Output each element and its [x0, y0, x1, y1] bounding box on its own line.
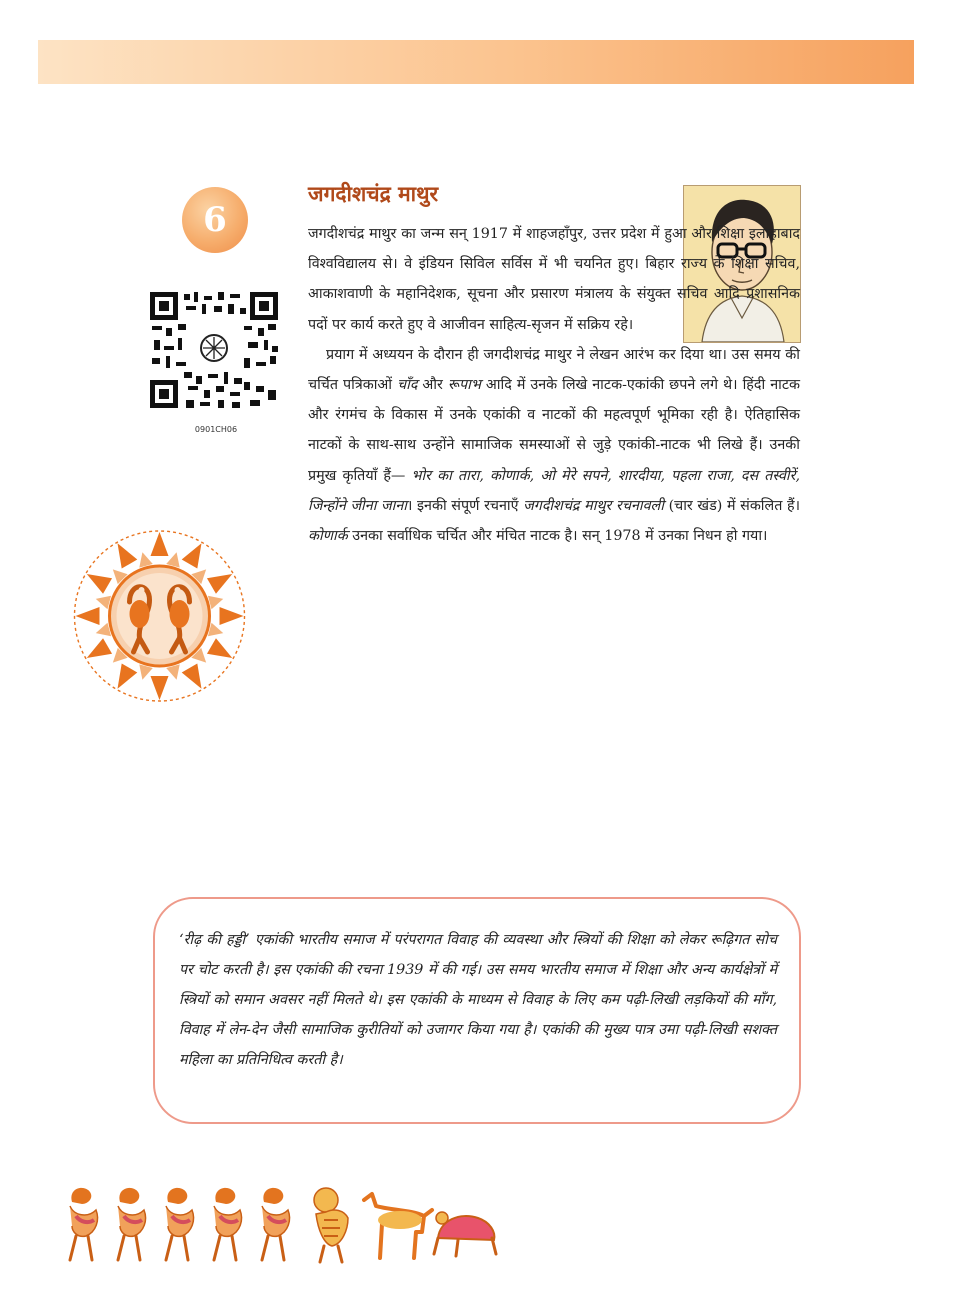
summary-text: ‘रीढ़ की हड्डी’ एकांकी भारतीय समाज में परंपरागत विवाह की व्यवस्था और स्त्रियों की शिक्षा को लेकर रूढ़िगत सोच पर चोट करती है। इस एकांकी की रचना 1939 में की गई। उस समय भारतीय समाज में शिक्षा और अन्य कार्यक्षेत्रों में स्त्रियों को समान अवसर नहीं मिलते थे। इस एकांकी के माध्यम से विवाह के लिए कम पढ़ी-लिखी लड़कियों की माँग, विवाह में लेन-देन जैसी सामाजिक कुरीतियों को उजागर किया गया है। एकांकी की मुख्य पात्र उमा पढ़ी-लिखी सशक्त महिला का प्रतिनिधित्व करती है।	[179, 932, 777, 1068]
chapter-number: 6	[203, 200, 227, 240]
collected-works: जगदीशचंद्र माथुर रचनावली	[523, 497, 664, 514]
folk-art-frieze	[62, 1182, 498, 1264]
author-biography	[308, 219, 800, 551]
chapter-number-badge	[182, 187, 248, 253]
bio-paragraph-1: जगदीशचंद्र माथुर का जन्म सन् 1917 में शाहजहाँपुर, उत्तर प्रदेश में हुआ और शिक्षा इलाहाबाद विश्वविद्यालय से। वे इंडियन सिविल सर्विस में भी चयनित हुए। बिहार राज्य के शिक्षा सचिव, आकाशवाणी के महानिदेशक, सूचना और प्रसारण मंत्रालय के संयुक्त सचिव आदि प्रशासनिक पदों पर कार्य करते हुए वे आजीवन साहित्य-सृजन में सक्रिय रहे।	[308, 226, 800, 333]
author-name-heading: जगदीशचंद्र माथुर	[308, 182, 439, 206]
konark-title: कोणार्क	[308, 528, 348, 545]
magazine-roopabh: रूपाभ	[447, 377, 481, 394]
qr-code-icon[interactable]	[148, 290, 280, 410]
top-header-band	[38, 40, 914, 84]
major-works: भोर का तारा, कोणार्क, ओ मेरे सपने, शारदीया, पहला राजा, दस तस्वीरें, जिन्होंने जीना जाना	[308, 467, 800, 514]
qr-code-label: 0901CH06	[194, 425, 238, 434]
sun-motif-icon	[72, 525, 247, 707]
magazine-chand: चाँद	[397, 377, 418, 394]
bio-paragraph-2: प्रयाग में अध्ययन के दौरान ही जगदीशचंद्र माथुर ने लेखन आरंभ कर दिया था। उस समय की चर्चित पत्रिकाओं चाँद और रूपाभ आदि में उनके लिखे नाटक-एकांकी छपने लगे थे। हिंदी नाटक और रंगमंच के विकास में उनके एकांकी व नाटकों की महत्वपूर्ण भूमिका रही है। ऐतिहासिक नाटकों के साथ-साथ उन्होंने सामाजिक समस्याओं से जुड़े एकांकी-नाटक भी लिखे हैं। उनकी प्रमुख कृतियाँ हैं— भोर का तारा, कोणार्क, ओ मेरे सपने, शारदीया, पहला राजा, दस तस्वीरें, जिन्होंने जीना जाना। इनकी संपूर्ण रचनाएँ जगदीशचंद्र माथुर रचनावली (चार खंड) में संकलित हैं। कोणार्क उनका सर्वाधिक चर्चित और मंचित नाटक है। सन् 1978 में उनका निधन हो गया।	[308, 346, 801, 545]
